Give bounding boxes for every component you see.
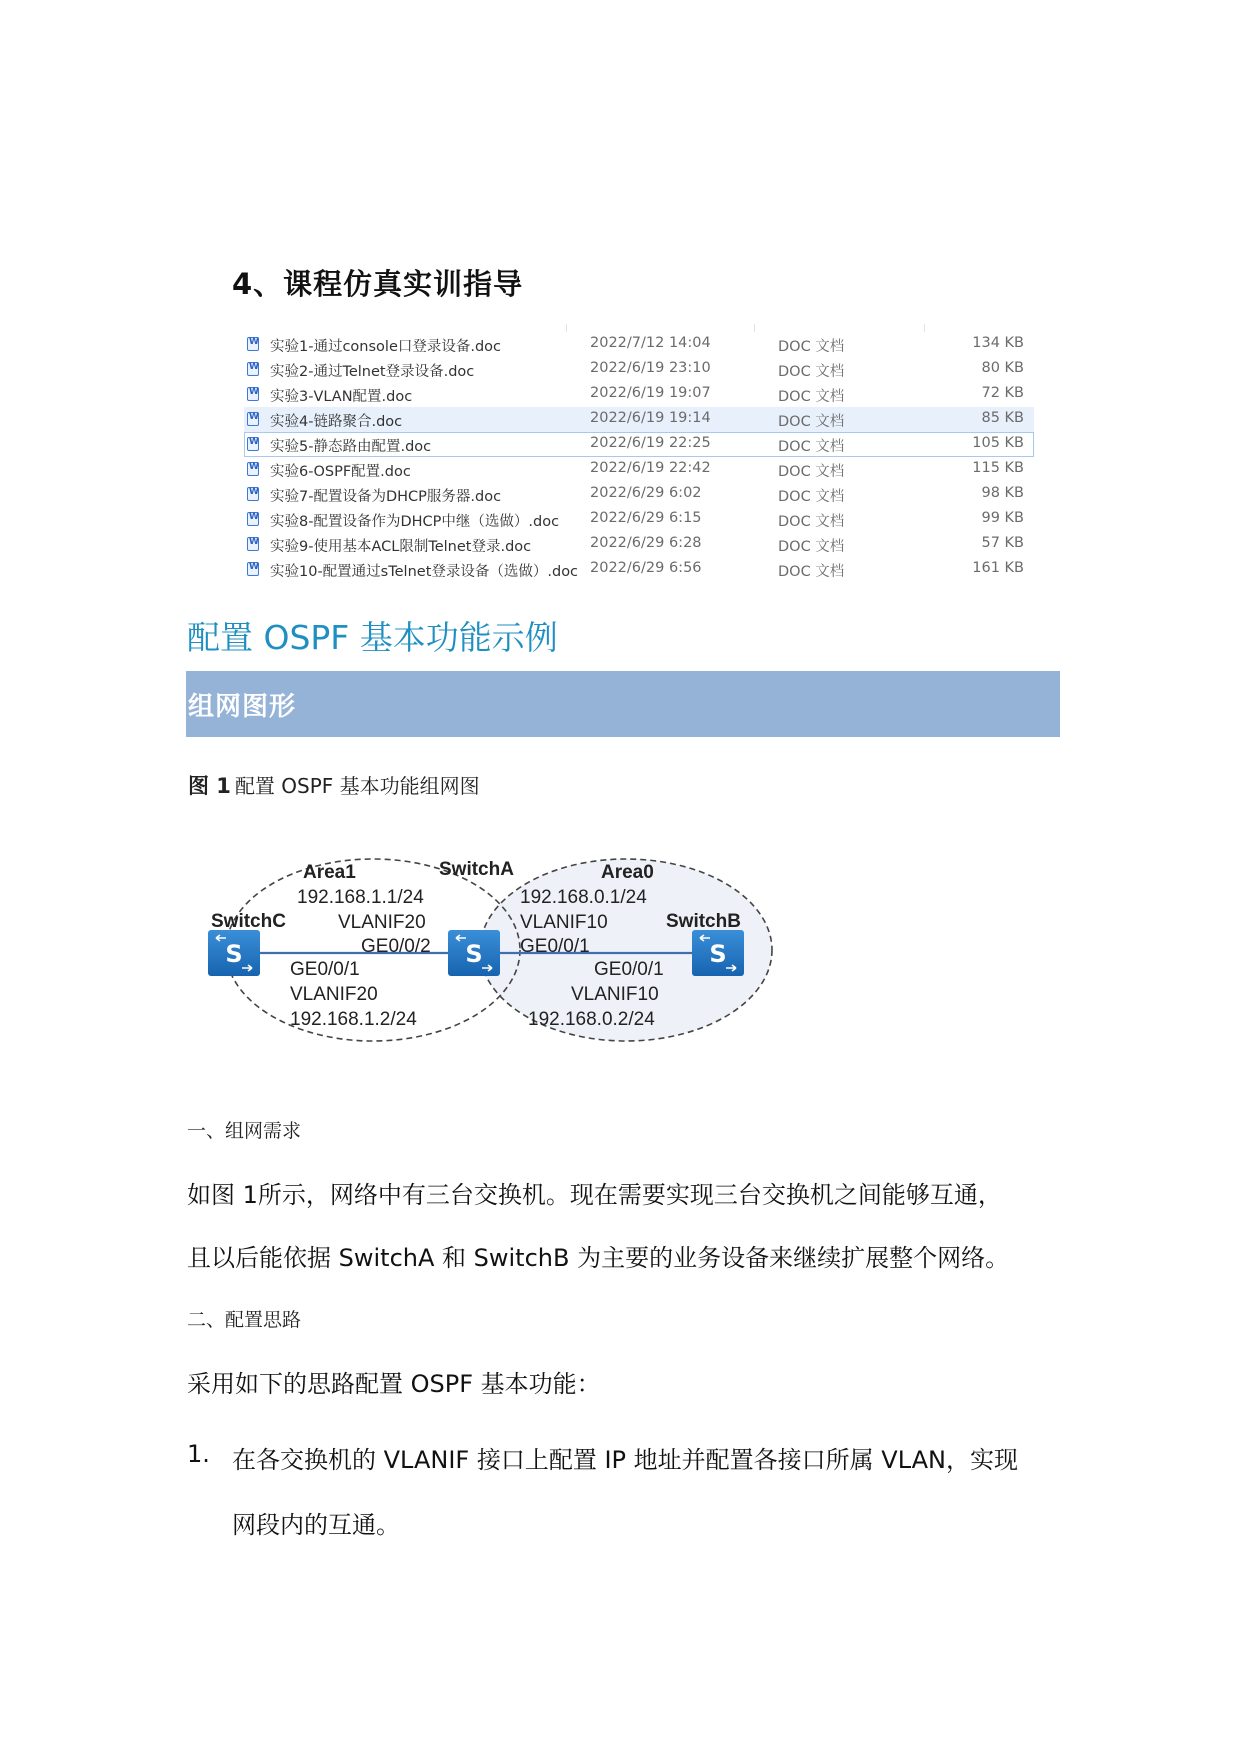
c-ip: 192.168.1.2/24: [290, 1009, 417, 1030]
file-type: DOC 文档: [778, 489, 845, 505]
band-title: 组网图形: [188, 692, 297, 722]
section-band: [186, 671, 1060, 737]
step-number: 1.: [187, 1440, 210, 1468]
a-ip-left: 192.168.1.1/24: [297, 887, 424, 908]
area1-label: Area1: [303, 862, 356, 883]
switch-glyph: S: [709, 940, 727, 968]
figure-label: 图 1: [188, 774, 231, 798]
column-separator: [566, 324, 567, 332]
file-name: 实验6-OSPF配置.doc: [270, 464, 411, 480]
column-separator: [754, 324, 755, 332]
switch-b-label: SwitchB: [666, 911, 741, 932]
file-size: 72 KB: [981, 385, 1024, 401]
requirement-line: 如图 1所示，网络中有三台交换机。现在需要实现三台交换机之间能够互通，: [187, 1181, 1002, 1209]
word-doc-icon: [247, 537, 259, 551]
file-date: 2022/6/29 6:02: [590, 485, 702, 501]
file-name: 实验2-通过Telnet登录设备.doc: [270, 364, 475, 380]
requirement-heading: 一、组网需求: [187, 1120, 302, 1142]
step-line: 在各交换机的 VLANIF 接口上配置 IP 地址并配置各接口所属 VLAN，实现: [232, 1446, 1018, 1474]
file-type: DOC 文档: [778, 514, 845, 530]
file-name: 实验4-链路聚合.doc: [270, 414, 403, 430]
file-row[interactable]: [244, 357, 1034, 382]
switch-c-label: SwitchC: [211, 911, 286, 932]
a-ip-right: 192.168.0.1/24: [520, 887, 647, 908]
area0-label: Area0: [601, 862, 654, 883]
a-port-right: GE0/0/1: [520, 936, 590, 957]
word-doc-icon: [247, 387, 259, 401]
file-type: DOC 文档: [778, 564, 845, 580]
switch-glyph: S: [225, 940, 243, 968]
file-type: DOC 文档: [778, 464, 845, 480]
file-size: 80 KB: [981, 360, 1024, 376]
file-date: 2022/6/19 22:42: [590, 460, 711, 476]
file-row[interactable]: [244, 332, 1034, 357]
b-vlan: VLANIF10: [571, 984, 659, 1005]
file-date: 2022/6/19 23:10: [590, 360, 711, 376]
file-size: 57 KB: [981, 535, 1024, 551]
file-row[interactable]: [244, 482, 1034, 507]
example-title: 配置 OSPF 基本功能示例: [187, 618, 558, 657]
switch-a-label: SwitchA: [439, 859, 514, 880]
figure-caption: [188, 770, 480, 800]
file-row-selected[interactable]: [244, 407, 1034, 432]
switch-a-icon: [448, 930, 500, 976]
file-date: 2022/6/19 22:25: [590, 435, 711, 451]
file-size: 99 KB: [981, 510, 1024, 526]
switch-b-icon: [692, 930, 744, 976]
file-list: [244, 332, 1034, 582]
file-type: DOC 文档: [778, 339, 845, 355]
section-heading: 4、课程仿真实训指导: [232, 267, 524, 301]
word-doc-icon: [247, 512, 259, 526]
a-vlan-left: VLANIF20: [338, 912, 426, 933]
file-date: 2022/6/29 6:56: [590, 560, 702, 576]
file-date: 2022/6/19 19:07: [590, 385, 711, 401]
column-separator: [924, 324, 925, 332]
word-doc-icon: [247, 487, 259, 501]
file-type: DOC 文档: [778, 539, 845, 555]
step-line: 网段内的互通。: [232, 1511, 400, 1539]
file-size: 105 KB: [972, 435, 1024, 451]
file-row[interactable]: [244, 557, 1034, 582]
file-size: 115 KB: [972, 460, 1024, 476]
file-type: DOC 文档: [778, 414, 845, 430]
figure-caption-text: 配置 OSPF 基本功能组网图: [234, 774, 480, 798]
file-name: 实验8-配置设备作为DHCP中继（选做）.doc: [270, 514, 560, 530]
file-type: DOC 文档: [778, 364, 845, 380]
file-date: 2022/6/29 6:15: [590, 510, 702, 526]
file-name: 实验1-通过console口登录设备.doc: [270, 339, 502, 355]
a-port-left: GE0/0/2: [361, 936, 431, 957]
b-port: GE0/0/1: [594, 959, 664, 980]
network-diagram: [186, 840, 786, 1060]
file-date: 2022/6/19 19:14: [590, 410, 711, 426]
a-vlan-right: VLANIF10: [520, 912, 608, 933]
file-row-focused[interactable]: [244, 432, 1034, 457]
file-size: 98 KB: [981, 485, 1024, 501]
file-name: 实验9-使用基本ACL限制Telnet登录.doc: [270, 539, 532, 555]
file-type: DOC 文档: [778, 389, 845, 405]
file-name: 实验5-静态路由配置.doc: [270, 439, 432, 455]
switch-c-icon: [208, 930, 260, 976]
switch-glyph: S: [465, 940, 483, 968]
file-row[interactable]: [244, 457, 1034, 482]
word-doc-icon: [247, 337, 259, 351]
file-row[interactable]: [244, 507, 1034, 532]
word-doc-icon: [247, 412, 259, 426]
file-name: 实验3-VLAN配置.doc: [270, 389, 413, 405]
file-size: 85 KB: [981, 410, 1024, 426]
file-type: DOC 文档: [778, 439, 845, 455]
word-doc-icon: [247, 562, 259, 576]
idea-intro: 采用如下的思路配置 OSPF 基本功能：: [187, 1370, 601, 1398]
idea-heading: 二、配置思路: [187, 1309, 302, 1331]
file-name: 实验7-配置设备为DHCP服务器.doc: [270, 489, 502, 505]
file-date: 2022/6/29 6:28: [590, 535, 702, 551]
requirement-line: 且以后能依据 SwitchA 和 SwitchB 为主要的业务设备来继续扩展整个网络。: [187, 1244, 1010, 1272]
word-doc-icon: [247, 437, 259, 451]
word-doc-icon: [247, 362, 259, 376]
file-row[interactable]: [244, 382, 1034, 407]
file-size: 161 KB: [972, 560, 1024, 576]
file-size: 134 KB: [972, 335, 1024, 351]
b-ip: 192.168.0.2/24: [528, 1009, 655, 1030]
file-date: 2022/7/12 14:04: [590, 335, 711, 351]
file-row[interactable]: [244, 532, 1034, 557]
word-doc-icon: [247, 462, 259, 476]
c-vlan: VLANIF20: [290, 984, 378, 1005]
c-port: GE0/0/1: [290, 959, 360, 980]
file-name: 实验10-配置通过sTelnet登录设备（选做）.doc: [270, 564, 579, 580]
